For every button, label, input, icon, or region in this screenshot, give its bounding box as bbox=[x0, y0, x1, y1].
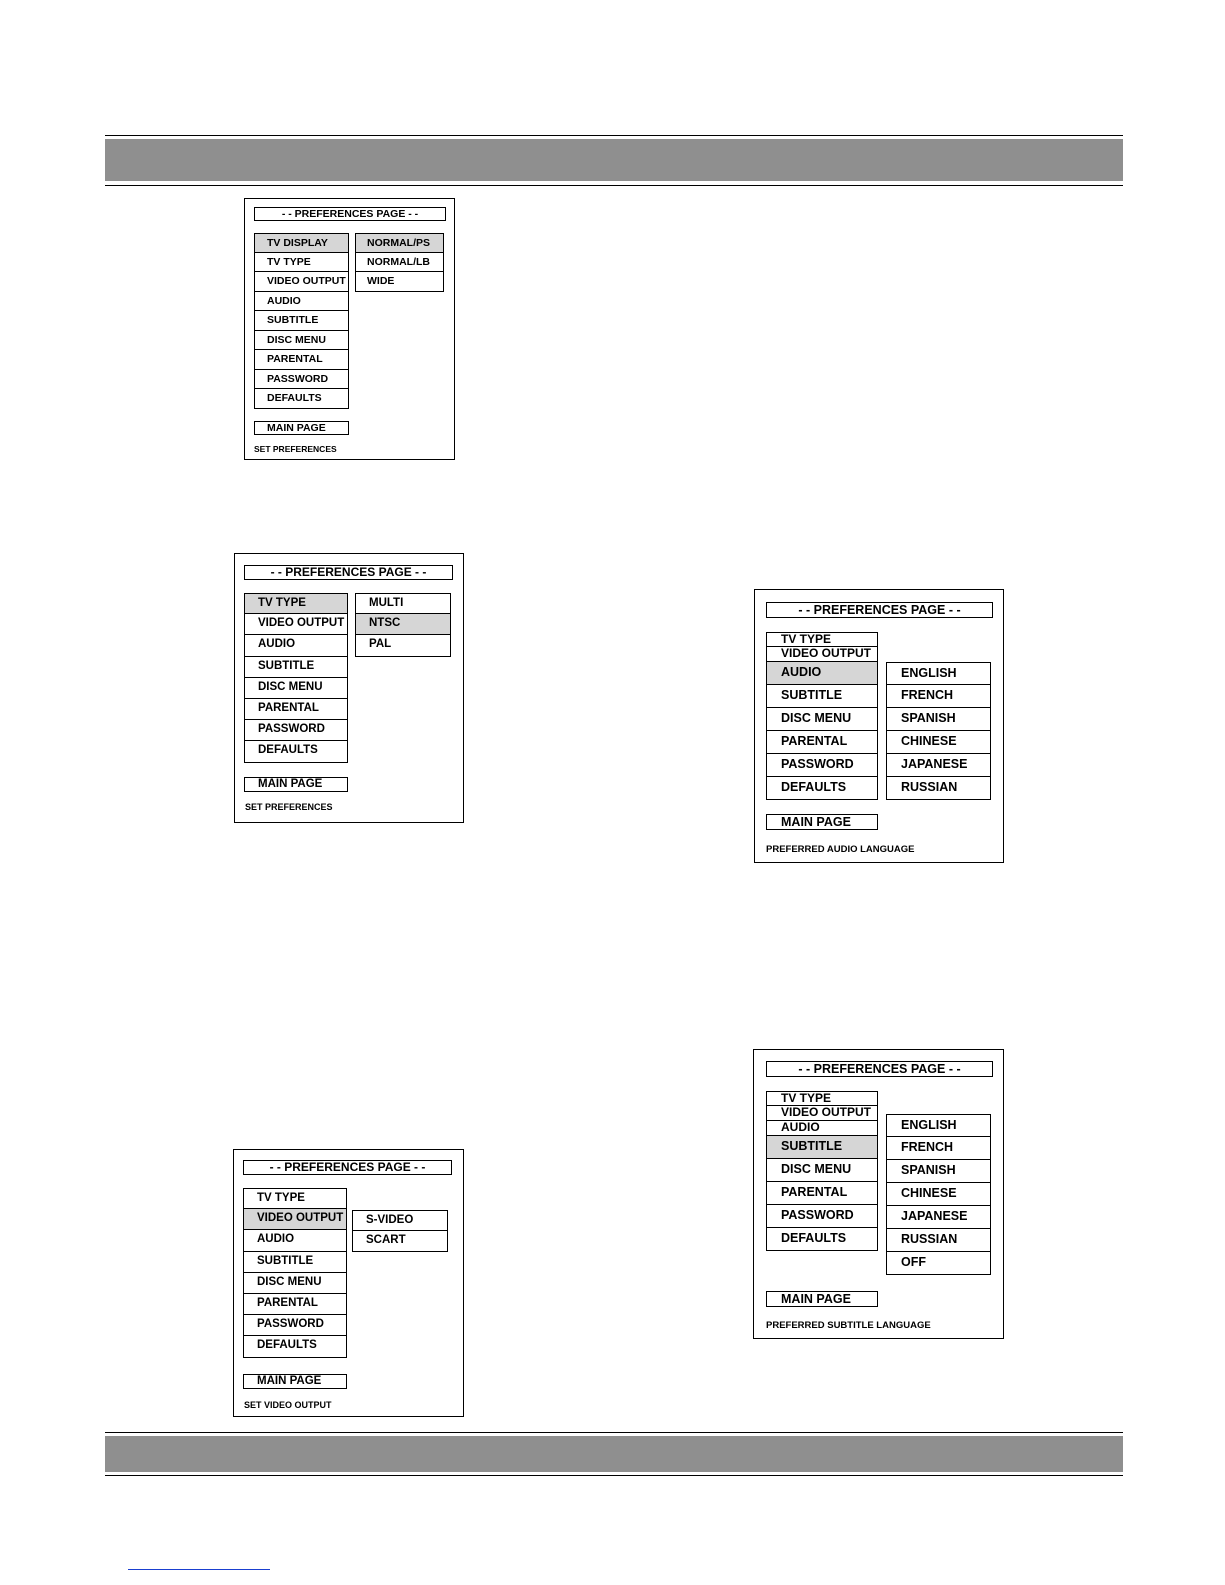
menu-item-parental[interactable]: PARENTAL bbox=[243, 1294, 347, 1315]
option-normal-lb[interactable]: NORMAL/LB bbox=[355, 253, 444, 273]
option-russian[interactable]: RUSSIAN bbox=[886, 1229, 991, 1252]
settings-menu bbox=[254, 233, 349, 409]
menu-item-video-output[interactable]: VIDEO OUTPUT bbox=[766, 1106, 878, 1121]
menu-item-subtitle[interactable]: SUBTITLE bbox=[243, 1252, 347, 1273]
option-pal[interactable]: PAL bbox=[355, 635, 451, 656]
panel-title: - - PREFERENCES PAGE - - bbox=[766, 602, 993, 618]
option-multi[interactable]: MULTI bbox=[355, 593, 451, 614]
menu-item-tv-type[interactable]: TV TYPE bbox=[254, 253, 349, 273]
panel-title: - - PREFERENCES PAGE - - bbox=[244, 565, 453, 580]
option-english[interactable]: ENGLISH bbox=[886, 1114, 991, 1137]
preferences-panel-video-output bbox=[233, 1149, 464, 1417]
footer-rule-bottom bbox=[105, 1475, 1123, 1476]
options-list bbox=[352, 1210, 448, 1252]
settings-menu bbox=[766, 1091, 878, 1251]
option-wide[interactable]: WIDE bbox=[355, 272, 444, 292]
menu-item-disc-menu[interactable]: DISC MENU bbox=[766, 708, 878, 731]
status-text: SET PREFERENCES bbox=[245, 802, 333, 812]
main-page-button[interactable]: MAIN PAGE bbox=[766, 814, 878, 830]
preferences-panel-subtitle bbox=[753, 1049, 1004, 1339]
option-spanish[interactable]: SPANISH bbox=[886, 708, 991, 731]
menu-item-password[interactable]: PASSWORD bbox=[766, 1205, 878, 1228]
option-chinese[interactable]: CHINESE bbox=[886, 731, 991, 754]
main-page-button[interactable]: MAIN PAGE bbox=[254, 421, 349, 435]
menu-item-audio[interactable]: AUDIO bbox=[243, 1230, 347, 1251]
main-page-button[interactable]: MAIN PAGE bbox=[243, 1374, 347, 1389]
settings-menu bbox=[243, 1188, 347, 1358]
option-french[interactable]: FRENCH bbox=[886, 685, 991, 708]
status-text: PREFERRED AUDIO LANGUAGE bbox=[766, 844, 915, 855]
panel-title: - - PREFERENCES PAGE - - bbox=[254, 207, 446, 221]
settings-menu bbox=[766, 632, 878, 800]
footer-link-underline[interactable] bbox=[128, 1569, 270, 1570]
menu-item-audio[interactable]: AUDIO bbox=[766, 1121, 878, 1136]
menu-item-video-output[interactable]: VIDEO OUTPUT bbox=[243, 1209, 347, 1230]
header-rule-bottom bbox=[105, 185, 1123, 186]
option-spanish[interactable]: SPANISH bbox=[886, 1160, 991, 1183]
options-list bbox=[355, 593, 451, 657]
menu-item-tv-type[interactable]: TV TYPE bbox=[766, 1091, 878, 1106]
header-band bbox=[105, 139, 1123, 181]
menu-item-subtitle[interactable]: SUBTITLE bbox=[244, 657, 348, 678]
menu-item-video-output[interactable]: VIDEO OUTPUT bbox=[766, 647, 878, 662]
menu-item-defaults[interactable]: DEFAULTS bbox=[244, 741, 348, 762]
option-japanese[interactable]: JAPANESE bbox=[886, 754, 991, 777]
preferences-panel-tv-type bbox=[234, 553, 464, 823]
menu-item-disc-menu[interactable]: DISC MENU bbox=[244, 678, 348, 699]
menu-item-defaults[interactable]: DEFAULTS bbox=[766, 777, 878, 800]
option-off[interactable]: OFF bbox=[886, 1252, 991, 1275]
options-list bbox=[355, 233, 444, 292]
option-normal-ps[interactable]: NORMAL/PS bbox=[355, 233, 444, 253]
menu-item-audio[interactable]: AUDIO bbox=[244, 635, 348, 656]
menu-item-tv-display[interactable]: TV DISPLAY bbox=[254, 233, 349, 253]
menu-item-parental[interactable]: PARENTAL bbox=[766, 1182, 878, 1205]
menu-item-defaults[interactable]: DEFAULTS bbox=[766, 1228, 878, 1251]
option-ntsc[interactable]: NTSC bbox=[355, 614, 451, 635]
option-english[interactable]: ENGLISH bbox=[886, 662, 991, 685]
menu-item-password[interactable]: PASSWORD bbox=[244, 720, 348, 741]
option-french[interactable]: FRENCH bbox=[886, 1137, 991, 1160]
menu-item-tv-type[interactable]: TV TYPE bbox=[243, 1188, 347, 1209]
footer-band bbox=[105, 1436, 1123, 1472]
menu-item-disc-menu[interactable]: DISC MENU bbox=[254, 331, 349, 351]
menu-item-video-output[interactable]: VIDEO OUTPUT bbox=[254, 272, 349, 292]
status-text: PREFERRED SUBTITLE LANGUAGE bbox=[766, 1320, 931, 1331]
menu-item-parental[interactable]: PARENTAL bbox=[244, 699, 348, 720]
option-chinese[interactable]: CHINESE bbox=[886, 1183, 991, 1206]
status-text: SET PREFERENCES bbox=[254, 444, 337, 454]
menu-item-defaults[interactable]: DEFAULTS bbox=[254, 389, 349, 409]
menu-item-defaults[interactable]: DEFAULTS bbox=[243, 1336, 347, 1357]
option-scart[interactable]: SCART bbox=[352, 1231, 448, 1252]
menu-item-password[interactable]: PASSWORD bbox=[254, 370, 349, 390]
panel-title: - - PREFERENCES PAGE - - bbox=[243, 1160, 452, 1175]
menu-item-video-output[interactable]: VIDEO OUTPUT bbox=[244, 614, 348, 635]
menu-item-audio[interactable]: AUDIO bbox=[766, 662, 878, 685]
status-text: SET VIDEO OUTPUT bbox=[244, 1400, 332, 1410]
preferences-panel-audio bbox=[754, 589, 1004, 863]
menu-item-subtitle[interactable]: SUBTITLE bbox=[766, 1136, 878, 1159]
menu-item-subtitle[interactable]: SUBTITLE bbox=[254, 311, 349, 331]
footer-rule-top bbox=[105, 1432, 1123, 1433]
menu-item-password[interactable]: PASSWORD bbox=[243, 1315, 347, 1336]
options-list bbox=[886, 662, 991, 800]
option-s-video[interactable]: S-VIDEO bbox=[352, 1210, 448, 1231]
menu-item-parental[interactable]: PARENTAL bbox=[254, 350, 349, 370]
menu-item-tv-type[interactable]: TV TYPE bbox=[766, 632, 878, 647]
settings-menu bbox=[244, 593, 348, 763]
menu-item-disc-menu[interactable]: DISC MENU bbox=[243, 1273, 347, 1294]
menu-item-audio[interactable]: AUDIO bbox=[254, 292, 349, 312]
menu-item-password[interactable]: PASSWORD bbox=[766, 754, 878, 777]
main-page-button[interactable]: MAIN PAGE bbox=[244, 777, 348, 792]
option-russian[interactable]: RUSSIAN bbox=[886, 777, 991, 800]
menu-item-subtitle[interactable]: SUBTITLE bbox=[766, 685, 878, 708]
main-page-button[interactable]: MAIN PAGE bbox=[766, 1291, 878, 1307]
panel-title: - - PREFERENCES PAGE - - bbox=[766, 1061, 993, 1077]
option-japanese[interactable]: JAPANESE bbox=[886, 1206, 991, 1229]
menu-item-tv-type[interactable]: TV TYPE bbox=[244, 593, 348, 614]
menu-item-parental[interactable]: PARENTAL bbox=[766, 731, 878, 754]
header-rule-top bbox=[105, 135, 1123, 136]
preferences-panel-tv-display bbox=[244, 198, 455, 460]
options-list bbox=[886, 1114, 991, 1275]
menu-item-disc-menu[interactable]: DISC MENU bbox=[766, 1159, 878, 1182]
